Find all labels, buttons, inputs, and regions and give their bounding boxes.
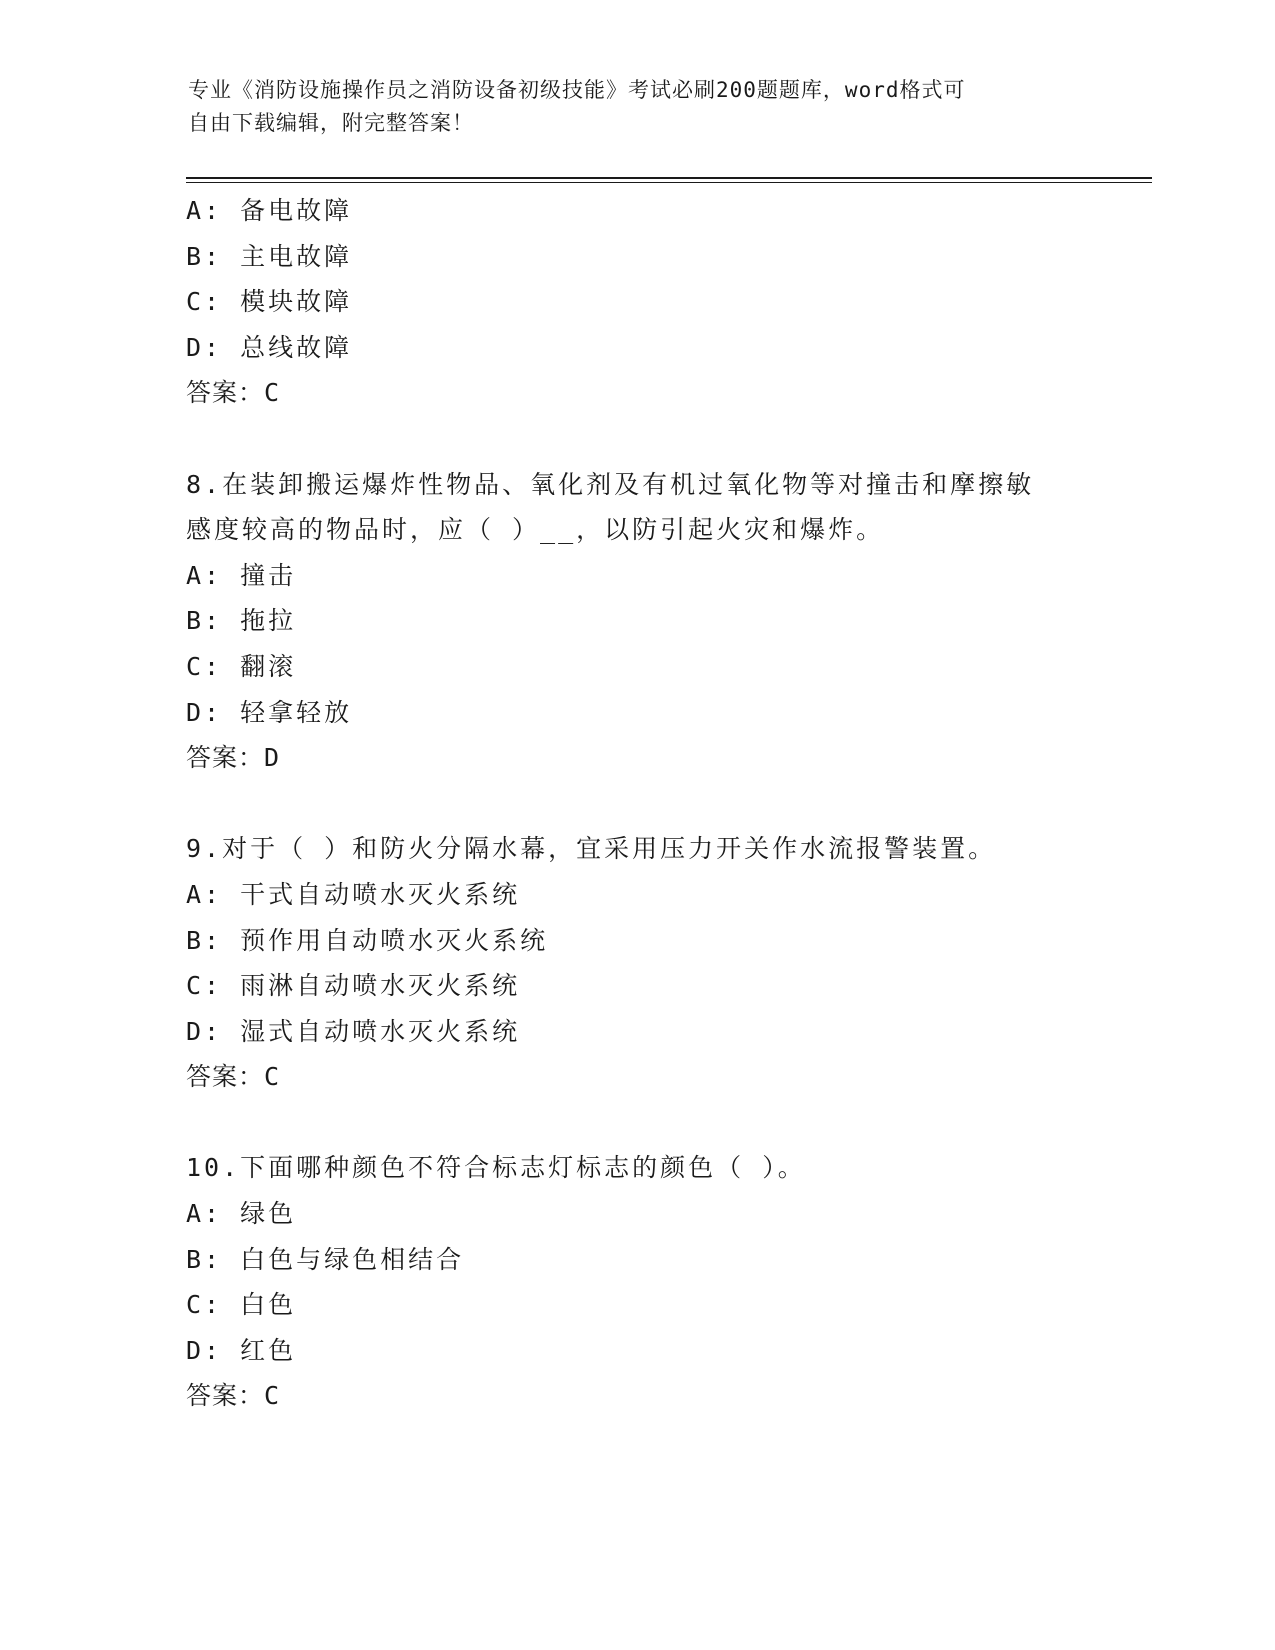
option-c: C: 白色 bbox=[186, 1290, 297, 1320]
option-a: A: 备电故障 bbox=[186, 196, 353, 225]
header-divider-thin bbox=[186, 182, 1152, 183]
option-a: A: 撞击 bbox=[186, 560, 297, 590]
option-c: C: 模块故障 bbox=[186, 287, 353, 317]
option-d: D: 总线故障 bbox=[186, 332, 353, 362]
question-stem bbox=[186, 826, 1066, 872]
option-b: B: 拖拉 bbox=[186, 606, 297, 636]
question-9 bbox=[186, 826, 1106, 1100]
option-c: C: 翻滚 bbox=[186, 651, 297, 681]
option-c: C: 雨淋自动喷水灭火系统 bbox=[186, 971, 521, 1001]
question-stem bbox=[186, 1145, 1066, 1191]
answer: 答案：C bbox=[186, 1062, 281, 1092]
option-d: D: 红色 bbox=[186, 1335, 297, 1365]
answer: 答案：C bbox=[186, 1381, 281, 1411]
question-stem-line-1: 10.下面哪种颜色不符合标志灯标志的颜色（ ）。 bbox=[186, 1153, 806, 1183]
answer: 答案：C bbox=[186, 378, 281, 408]
option-d: D: 轻拿轻放 bbox=[186, 697, 353, 727]
question-stem-line-2: 感度较高的物品时，应（ ）__，以防引起火灾和爆炸。 bbox=[186, 515, 885, 545]
option-b: B: 预作用自动喷水灭火系统 bbox=[186, 925, 549, 955]
question-8 bbox=[186, 462, 1106, 781]
question-7-continued bbox=[186, 188, 1106, 416]
option-b: B: 白色与绿色相结合 bbox=[186, 1244, 465, 1274]
question-stem-line-1: 8.在装卸搬运爆炸性物品、氧化剂及有机过氧化物等对撞击和摩擦敏 bbox=[186, 469, 1035, 499]
question-10 bbox=[186, 1145, 1106, 1419]
option-b: B: 主电故障 bbox=[186, 241, 353, 271]
option-a: A: 干式自动喷水灭火系统 bbox=[186, 879, 521, 909]
header-line-1: 专业《消防设施操作员之消防设备初级技能》考试必刷200题题库，word格式可 bbox=[188, 78, 966, 102]
option-a: A: 绿色 bbox=[186, 1199, 297, 1229]
spacer bbox=[186, 416, 1106, 462]
answer: 答案：D bbox=[186, 743, 281, 773]
header-line-2: 自由下载编辑，附完整答案！ bbox=[188, 111, 474, 135]
option-d: D: 湿式自动喷水灭火系统 bbox=[186, 1016, 521, 1046]
spacer bbox=[186, 1100, 1106, 1146]
spacer bbox=[186, 781, 1106, 827]
document-header bbox=[188, 74, 1088, 140]
question-stem bbox=[186, 462, 1066, 553]
question-stem-line-1: 9.对于（ ）和防火分隔水幕，宜采用压力开关作水流报警装置。 bbox=[186, 834, 997, 864]
question-list bbox=[186, 188, 1106, 1419]
header-divider bbox=[186, 177, 1152, 179]
